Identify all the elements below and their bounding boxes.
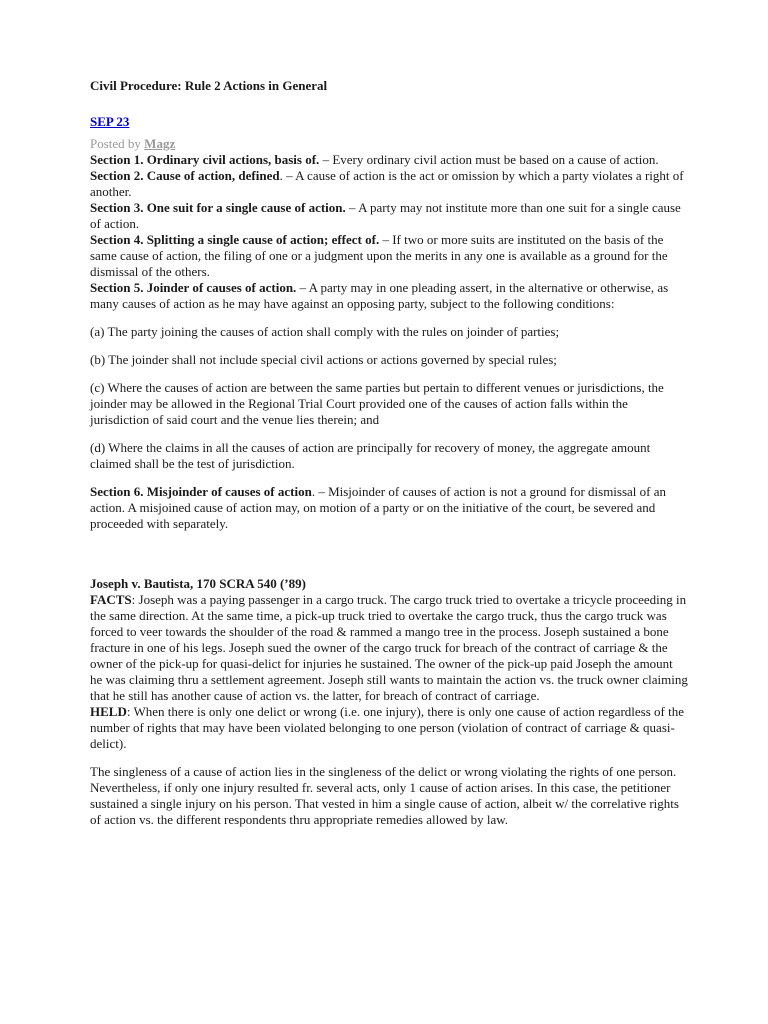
section-paragraph [90,152,688,168]
condition-item: (c) Where the causes of action are between the same parties but pertain to different venues or jurisdictions, the joinder may be allowed in the Regional Trial Court provided one of the causes of action falls within the jurisdiction of said court and the venue lies therein; and [90,380,664,427]
section-text: – Every ordinary civil action must be based on a cause of action. [319,152,659,167]
section-heading: Section 2. Cause of action, defined [90,168,280,183]
byline [90,136,688,152]
case-facts [90,592,688,704]
section-text: – If two or more suits are instituted on the basis of the same cause of action, the filing of one or a judgment upon the merits in any one is available as a ground for the dismissal of the others. [90,232,668,279]
case-discussion: The singleness of a cause of action lies in the singleness of the delict or wrong violating the rights of one person. Nevertheless, if only one injury resulted fr. several acts, only 1 cause of action arises. In this case, the petitioner sustained a single injury on his person. That vested in him a single cause of action, albeit w/ the correlative rights of action vs. the different respondents thru appropriate remedies allowed by law. [90,764,679,827]
section-heading: Section 3. One suit for a single cause of action. [90,200,346,215]
section-paragraph [90,232,688,280]
condition-item: (a) The party joining the causes of action shall comply with the rules on joinder of parties; [90,324,560,339]
section-paragraph [90,280,688,312]
section-heading: Section 6. Misjoinder of causes of action [90,484,312,499]
section-heading: Section 5. Joinder of causes of action. [90,280,297,295]
post-date-link[interactable]: SEP 23 [90,114,130,129]
section-heading: Section 1. Ordinary civil actions, basis of. [90,152,320,167]
condition-item: (b) The joinder shall not include special civil actions or actions governed by special rules; [90,352,557,367]
section-text: – A party may not institute more than one suit for a single cause of action. [90,200,681,231]
facts-label: FACTS [90,592,132,607]
section-text: – A party may in one pleading assert, in the alternative or otherwise, as many causes of action as he may have against an opposing party, subject to the following conditions: [90,280,669,311]
page-title: Civil Procedure: Rule 2 Actions in General [90,78,328,93]
case-title [90,576,688,592]
sections-block [90,152,688,312]
section-6-paragraph [90,484,688,532]
held-text: : When there is only one delict or wrong (i.e. one injury), there is only one cause of action regardless of the number of rights that may have been violated belonging to one person (violation of contract of carriage & quasi-delict). [90,704,684,751]
section-text: . – A cause of action is the act or omission by which a party violates a right of another. [90,168,684,199]
section-paragraph [90,168,688,200]
facts-text: : Joseph was a paying passenger in a cargo truck. The cargo truck tried to overtake a tricycle proceeding in the same direction. At the same time, a pick-up truck tried to overtake the cargo truck, thus the cargo truck was forced to veer towards the shoulder of the road & rammed a mango tree in the process. Joseph sustained a bone fracture in one of his legs. Joseph sued the owner of the cargo truck for breach of the contract of carriage & the owner of the pick-up for quasi-delict for injuries he sustained. The owner of the pick-up paid Joseph the amount he was claiming thru a settlement agreement. Joseph still wants to maintain the action vs. the truck owner claiming that he still has another cause of action vs. the latter, for breach of contract of carriage. [90,592,688,703]
author-link[interactable]: Magz [144,136,176,151]
case-held [90,704,688,752]
section-heading: Section 4. Splitting a single cause of action; effect of. [90,232,380,247]
section-paragraph [90,200,688,232]
section-text: . – Misjoinder of causes of action is not a ground for dismissal of an action. A misjoined cause of action may, on motion of a party or on the initiative of the court, be severed and proceeded with separately. [90,484,667,531]
case-title-text: Joseph v. Bautista, 170 SCRA 540 (’89) [90,576,306,591]
posted-by-label: Posted by [90,136,141,151]
held-label: HELD [90,704,127,719]
condition-item: (d) Where the claims in all the causes of action are principally for recovery of money, the aggregate amount claimed shall be the test of jurisdiction. [90,440,651,471]
